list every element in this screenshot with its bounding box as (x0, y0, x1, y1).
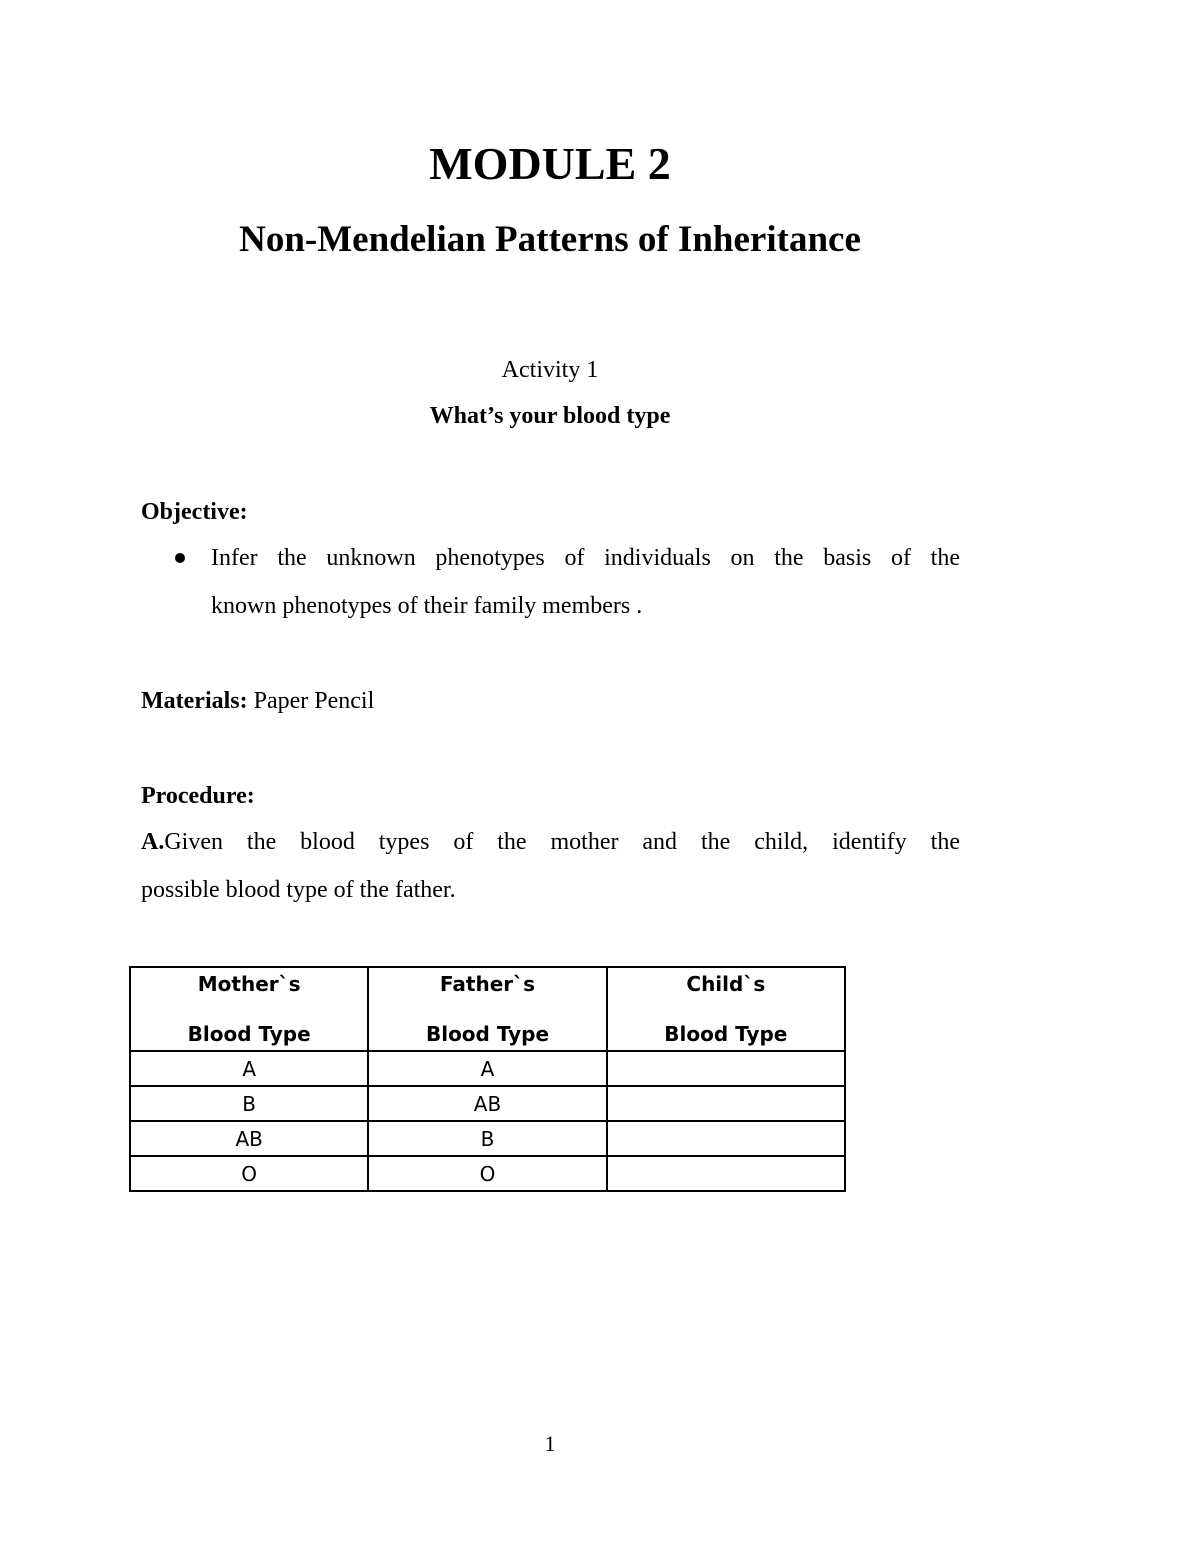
header-child-line1: Child`s (686, 972, 766, 996)
procedure-a-line2: possible blood type of the father. (141, 877, 456, 903)
procedure-a-text: Given the blood types of the mother and the child, identify the (164, 829, 960, 855)
cell-child[interactable] (607, 1156, 845, 1191)
cell-child[interactable] (607, 1121, 845, 1156)
table-row (130, 1086, 845, 1121)
procedure-a-label: A. (141, 829, 165, 855)
cell-father: B (368, 1121, 606, 1156)
module-title: MODULE 2 (429, 138, 671, 189)
procedure-a-line1 (141, 827, 960, 857)
objective-text-line2: known phenotypes of their family members . (211, 593, 643, 619)
header-mother-line1: Mother`s (197, 972, 301, 996)
header-mother-line2: Blood Type (187, 1022, 311, 1046)
table-header-row (130, 967, 845, 1051)
header-child-line2: Blood Type (664, 1022, 788, 1046)
cell-child[interactable] (607, 1051, 845, 1086)
activity-title: What’s your blood type (429, 403, 671, 429)
table-row (130, 1156, 845, 1191)
cell-father: A (368, 1051, 606, 1086)
cell-father: O (368, 1156, 606, 1191)
bullet-icon (175, 553, 185, 563)
objective-label: Objective: (141, 499, 248, 525)
materials-label: Materials: (141, 688, 248, 714)
cell-mother: O (130, 1156, 368, 1191)
cell-mother: A (130, 1051, 368, 1086)
header-father-line1: Father`s (439, 972, 536, 996)
materials-row (141, 686, 374, 716)
cell-child[interactable] (607, 1086, 845, 1121)
module-subtitle: Non-Mendelian Patterns of Inheritance (239, 219, 861, 260)
cell-mother: B (130, 1086, 368, 1121)
page-number: 1 (544, 1431, 556, 1456)
header-father (368, 967, 606, 1051)
objective-text-line1: Infer the unknown phenotypes of individuals on the basis of the (211, 545, 960, 571)
header-father-line2: Blood Type (425, 1022, 550, 1046)
cell-mother: AB (130, 1121, 368, 1156)
activity-number: Activity 1 (501, 357, 599, 383)
cell-father: AB (368, 1086, 606, 1121)
table-row (130, 1121, 845, 1156)
header-child (607, 967, 845, 1051)
materials-value: Paper Pencil (247, 688, 375, 714)
table-row (130, 1051, 845, 1086)
header-mother (130, 967, 368, 1051)
procedure-label: Procedure: (141, 783, 255, 809)
blood-type-table (129, 966, 846, 1192)
